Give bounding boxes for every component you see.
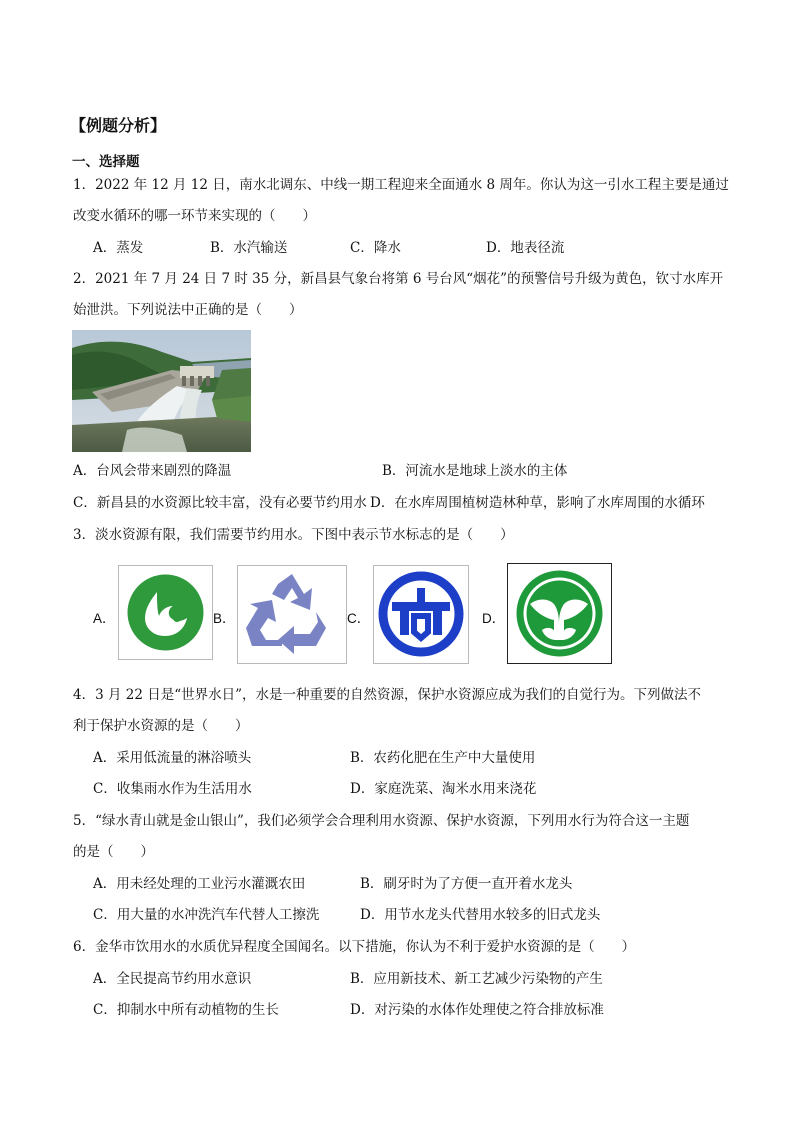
q5-option-a[interactable]: A．用未经处理的工业污水灌溉农田 [93, 876, 306, 892]
question-3-line-1: 3．淡水资源有限，我们需要节约用水。下图中表示节水标志的是（ ） [73, 527, 514, 543]
q2-option-d[interactable]: D．在水库周围植树造林种草，影响了水库周围的水循环 [370, 495, 705, 511]
question-2-line-2: 始泄洪。下列说法中正确的是（ ） [73, 302, 303, 318]
q5-option-b[interactable]: B．刷牙时为了方便一直开着水龙头 [360, 876, 573, 892]
reservoir-spillway-photo [72, 330, 251, 452]
green-leaf-logo-icon[interactable] [507, 563, 612, 664]
question-5-line-1: 5．“绿水青山就是金山银山”，我们必须学会合理利用水资源、保护水资源，下列用水行为符合这一主题 [73, 813, 690, 829]
section-title: 一、选择题 [72, 154, 140, 170]
question-1-line-1: 1．2022 年 12 月 12 日，南水北调东、中线一期工程迎来全面通水 8 周年。你认为这一引水工程主要是通过 [73, 177, 729, 193]
q4-option-c[interactable]: C．收集雨水作为生活用水 [93, 781, 252, 797]
q6-option-d[interactable]: D．对污染的水体作处理使之符合排放标准 [350, 1002, 604, 1018]
q3-label-a[interactable]: A． [93, 611, 116, 626]
page-title: 【例题分析】 [70, 116, 167, 135]
question-5-line-2: 的是（ ） [73, 844, 154, 860]
q4-option-a[interactable]: A．采用低流量的淋浴喷头 [93, 750, 252, 766]
q1-option-d[interactable]: D．地表径流 [486, 240, 565, 256]
q1-option-c[interactable]: C．降水 [350, 240, 401, 256]
question-2-line-1: 2．2021 年 7 月 24 日 7 时 35 分，新昌县气象台将第 6 号台风“烟花”的预警信号升级为黄色，钦寸水库开 [73, 271, 724, 287]
q5-option-d[interactable]: D．用节水龙头代替用水较多的旧式龙头 [360, 907, 601, 923]
q4-option-d[interactable]: D．家庭洗菜、淘米水用来浇花 [350, 781, 537, 797]
q2-option-c[interactable]: C．新昌县的水资源比较丰富，没有必要节约用水 [73, 495, 367, 511]
q1-option-a[interactable]: A．蒸发 [93, 240, 144, 256]
question-6-line-1: 6．金华市饮用水的水质优异程度全国闻名。以下措施，你认为不利于爱护水资源的是（ ） [73, 939, 636, 955]
q2-option-a[interactable]: A．台风会带来剧烈的降温 [73, 463, 232, 479]
q3-label-b[interactable]: B． [213, 611, 236, 626]
water-drop-logo-icon[interactable] [118, 565, 213, 660]
q6-option-a[interactable]: A．全民提高节约用水意识 [93, 971, 252, 987]
q5-option-c[interactable]: C．用大量的水冲洗汽车代替人工擦洗 [93, 907, 320, 923]
question-4-line-1: 4．3 月 22 日是“世界水日”，水是一种重要的自然资源，保护水资源应成为我们的自觉行为。下列做法不 [73, 687, 702, 703]
q6-option-c[interactable]: C．抑制水中所有动植物的生长 [93, 1002, 279, 1018]
recycle-icon[interactable] [237, 565, 347, 664]
q3-label-c[interactable]: C． [347, 611, 371, 626]
water-tap-logo-icon[interactable] [373, 565, 469, 664]
q4-option-b[interactable]: B．农药化肥在生产中大量使用 [350, 750, 536, 766]
question-1-line-2: 改变水循环的哪一环节来实现的（ ） [73, 208, 316, 224]
question-4-line-2: 利于保护水资源的是（ ） [73, 718, 249, 734]
q3-label-d[interactable]: D． [482, 611, 506, 626]
q1-option-b[interactable]: B．水汽输送 [210, 240, 288, 256]
q2-option-b[interactable]: B．河流水是地球上淡水的主体 [382, 463, 568, 479]
q6-option-b[interactable]: B．应用新技术、新工艺减少污染物的产生 [350, 971, 603, 987]
